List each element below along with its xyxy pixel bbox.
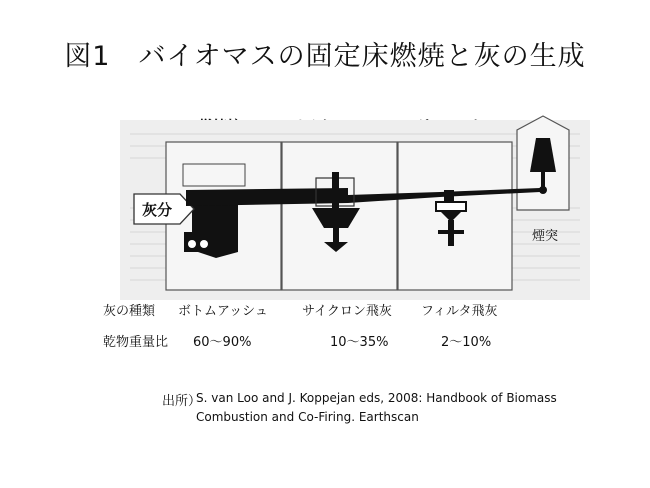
row-label-type: 灰の種類 xyxy=(103,304,156,319)
ratio-filter: 2～10% xyxy=(441,335,492,350)
ash-flow-diagram xyxy=(120,112,590,302)
source-prefix: 出所） xyxy=(162,394,202,409)
slide-title: 図1 バイオマスの固定床燃焼と灰の生成 xyxy=(64,41,586,72)
chimney-label: 煙突 xyxy=(532,229,559,244)
ash-type-filter: フィルタ飛灰 xyxy=(421,304,498,319)
inlet-label: 灰分 xyxy=(142,201,173,219)
row-label-ratio: 乾物重量比 xyxy=(103,335,169,350)
bagfilter-housing xyxy=(436,202,466,211)
source-line-2: Combustion and Co-Firing. Earthscan xyxy=(196,410,419,424)
cyclone-riser xyxy=(332,172,339,208)
source-line-1: S. van Loo and J. Koppejan eds, 2008: Handbook of Biomass xyxy=(196,391,557,405)
grate-hole-2 xyxy=(200,240,208,248)
ash-type-cyclone: サイクロン飛灰 xyxy=(302,304,392,319)
bagfilter-bar xyxy=(438,230,464,234)
ratio-cyclone: 10～35% xyxy=(330,335,389,350)
ratio-bottom: 60～90% xyxy=(193,335,252,350)
chimney-pipe xyxy=(541,172,545,190)
cyclone-drain xyxy=(333,228,339,242)
grate-hole-1 xyxy=(188,240,196,248)
ash-type-bottom: ボトムアッシュ xyxy=(178,304,268,319)
